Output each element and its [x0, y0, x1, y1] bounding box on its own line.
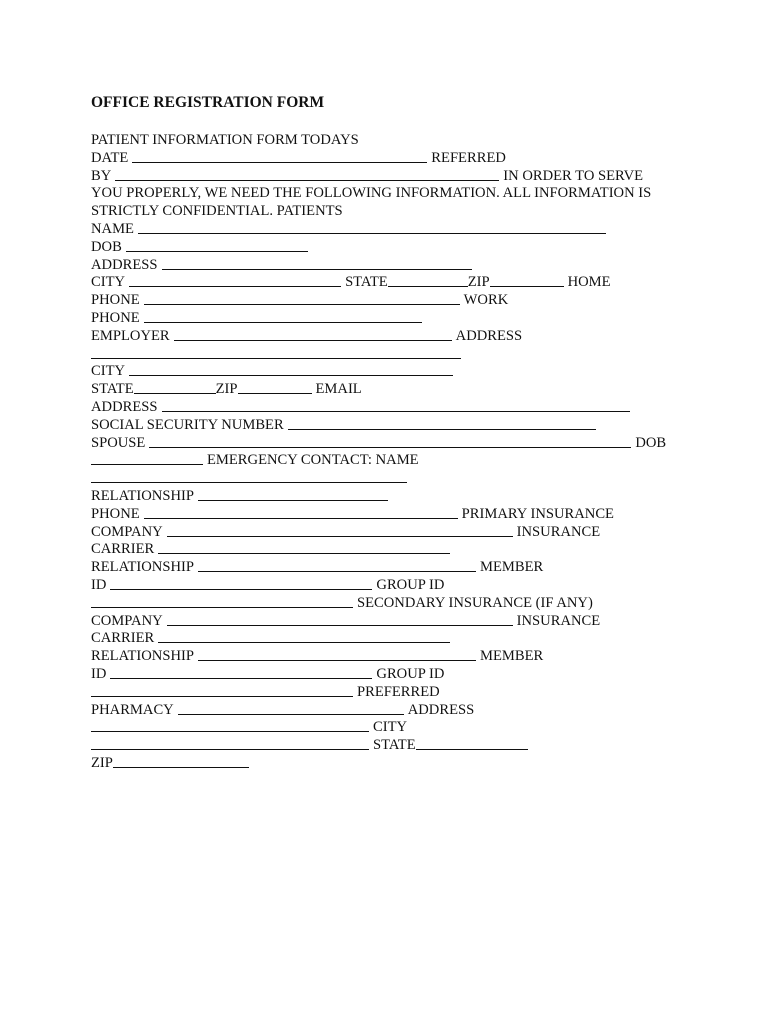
form-line [91, 220, 606, 238]
fill-in-blank[interactable] [91, 719, 369, 732]
form-line [91, 754, 249, 772]
fill-in-blank[interactable] [149, 435, 631, 448]
field-label: GROUP ID [376, 666, 445, 682]
field-label: RELATIONSHIP [91, 559, 194, 576]
field-label: SPOUSE [91, 434, 146, 451]
fill-in-blank[interactable] [238, 381, 312, 394]
fill-in-blank[interactable] [110, 666, 372, 679]
field-label: ADDRESS [91, 256, 158, 273]
field-label: CITY [373, 719, 408, 736]
form-line [91, 380, 362, 398]
field-label: ZIP [467, 274, 490, 291]
field-label: DATE [91, 149, 129, 166]
field-label: PRIMARY INSURANCE [461, 505, 614, 522]
form-line [91, 256, 472, 274]
fill-in-blank[interactable] [162, 399, 630, 412]
field-label: DOB [635, 434, 667, 451]
fill-in-blank[interactable] [158, 630, 450, 643]
form-line [91, 505, 614, 523]
field-label: SECONDARY INSURANCE (IF ANY) [357, 594, 593, 611]
form-line [91, 291, 508, 309]
form-line [91, 594, 593, 612]
fill-in-blank[interactable] [113, 755, 249, 768]
field-label: ID [91, 577, 107, 593]
form-line [91, 451, 419, 469]
fill-in-blank[interactable] [198, 488, 388, 501]
form-line [91, 167, 643, 185]
field-label: ZIP [215, 381, 238, 398]
fill-in-blank[interactable] [490, 274, 564, 287]
field-label: EMERGENCY CONTACT: NAME [207, 452, 419, 469]
field-label: ADDRESS [91, 399, 158, 415]
field-label: NAME [91, 221, 134, 237]
form-line [91, 309, 422, 327]
form-line [91, 683, 440, 701]
form-line [91, 736, 528, 754]
field-label: STATE [345, 274, 388, 291]
form-line [91, 665, 444, 683]
field-label: HOME [567, 274, 611, 291]
field-label: COMPANY [91, 523, 163, 540]
fill-in-blank[interactable] [144, 506, 458, 519]
field-label: CARRIER [91, 541, 155, 558]
form-line [91, 540, 450, 558]
fill-in-blank[interactable] [110, 577, 372, 590]
fill-in-blank[interactable] [158, 541, 450, 554]
field-label: ADDRESS [407, 701, 475, 718]
form-line [91, 202, 343, 220]
fill-in-blank[interactable] [129, 363, 453, 376]
field-label: PHONE [91, 292, 140, 309]
form-line [91, 398, 630, 416]
form-line [91, 149, 506, 167]
field-label: STATE [373, 737, 416, 754]
form-line [91, 345, 461, 363]
fill-in-blank[interactable] [91, 470, 407, 483]
fill-in-blank[interactable] [388, 274, 468, 287]
fill-in-blank[interactable] [288, 417, 596, 430]
field-label: EMPLOYER [91, 327, 170, 344]
field-label: STATE [91, 381, 134, 398]
form-line [91, 718, 407, 736]
fill-in-blank[interactable] [115, 168, 499, 181]
fill-in-blank[interactable] [129, 274, 341, 287]
field-label: COMPANY [91, 612, 163, 629]
field-label: CITY [91, 363, 126, 380]
form-line [91, 487, 388, 505]
form-line [91, 238, 308, 256]
form-line [91, 273, 611, 291]
field-label: MEMBER [479, 559, 544, 576]
fill-in-blank[interactable] [416, 737, 528, 750]
fill-in-blank[interactable] [91, 452, 203, 465]
fill-in-blank[interactable] [126, 239, 308, 252]
field-label: PATIENT INFORMATION FORM TODAYS [91, 132, 359, 148]
field-label: ID [91, 666, 107, 682]
form-line [91, 434, 666, 452]
form-line [91, 416, 596, 434]
fill-in-blank[interactable] [167, 524, 513, 537]
fill-in-blank[interactable] [162, 257, 472, 270]
form-line [91, 523, 600, 541]
field-label: STRICTLY CONFIDENTIAL. PATIENTS [91, 203, 343, 220]
fill-in-blank[interactable] [178, 702, 404, 715]
fill-in-blank[interactable] [91, 595, 353, 608]
fill-in-blank[interactable] [198, 559, 476, 572]
fill-in-blank[interactable] [91, 684, 353, 697]
form-title: OFFICE REGISTRATION FORM [91, 94, 325, 111]
fill-in-blank[interactable] [144, 310, 422, 323]
fill-in-blank[interactable] [138, 221, 606, 234]
field-label: PHARMACY [91, 701, 174, 718]
field-label: INSURANCE [516, 612, 601, 629]
field-label: INSURANCE [516, 523, 601, 540]
field-label: YOU PROPERLY, WE NEED THE FOLLOWING INFORMATION. ALL INFORMATION IS [91, 185, 652, 202]
field-label: DOB [91, 238, 122, 255]
field-label: IN ORDER TO SERVE [503, 167, 644, 184]
fill-in-blank[interactable] [134, 381, 216, 394]
field-label: RELATIONSHIP [91, 488, 194, 504]
form-line [91, 131, 359, 149]
fill-in-blank[interactable] [132, 150, 427, 163]
form-line [91, 184, 651, 202]
field-label: ADDRESS [455, 327, 523, 344]
field-label: REFERRED [431, 149, 506, 166]
field-label: EMAIL [315, 381, 362, 398]
fill-in-blank[interactable] [167, 613, 513, 626]
fill-in-blank[interactable] [198, 648, 476, 661]
field-label: BY [91, 167, 112, 184]
form-line [91, 558, 543, 576]
form-line [91, 362, 453, 380]
form-line [91, 576, 444, 594]
field-label: PHONE [91, 310, 140, 326]
form-line [91, 647, 543, 665]
form-line [91, 701, 474, 719]
fill-in-blank[interactable] [91, 346, 461, 359]
field-label: GROUP ID [376, 577, 445, 593]
fill-in-blank[interactable] [91, 737, 369, 750]
form-line [91, 629, 450, 647]
form-line [91, 469, 407, 487]
form-line [91, 327, 522, 345]
field-label: CITY [91, 274, 126, 291]
field-label: WORK [463, 292, 509, 309]
field-label: RELATIONSHIP [91, 648, 194, 665]
field-label: SOCIAL SECURITY NUMBER [91, 416, 284, 433]
field-label: MEMBER [479, 648, 544, 665]
field-label: CARRIER [91, 630, 155, 647]
field-label: PHONE [91, 505, 140, 522]
fill-in-blank[interactable] [174, 328, 452, 341]
field-label: PREFERRED [357, 683, 440, 700]
field-label: ZIP [91, 755, 113, 771]
fill-in-blank[interactable] [144, 292, 460, 305]
form-line [91, 612, 600, 630]
